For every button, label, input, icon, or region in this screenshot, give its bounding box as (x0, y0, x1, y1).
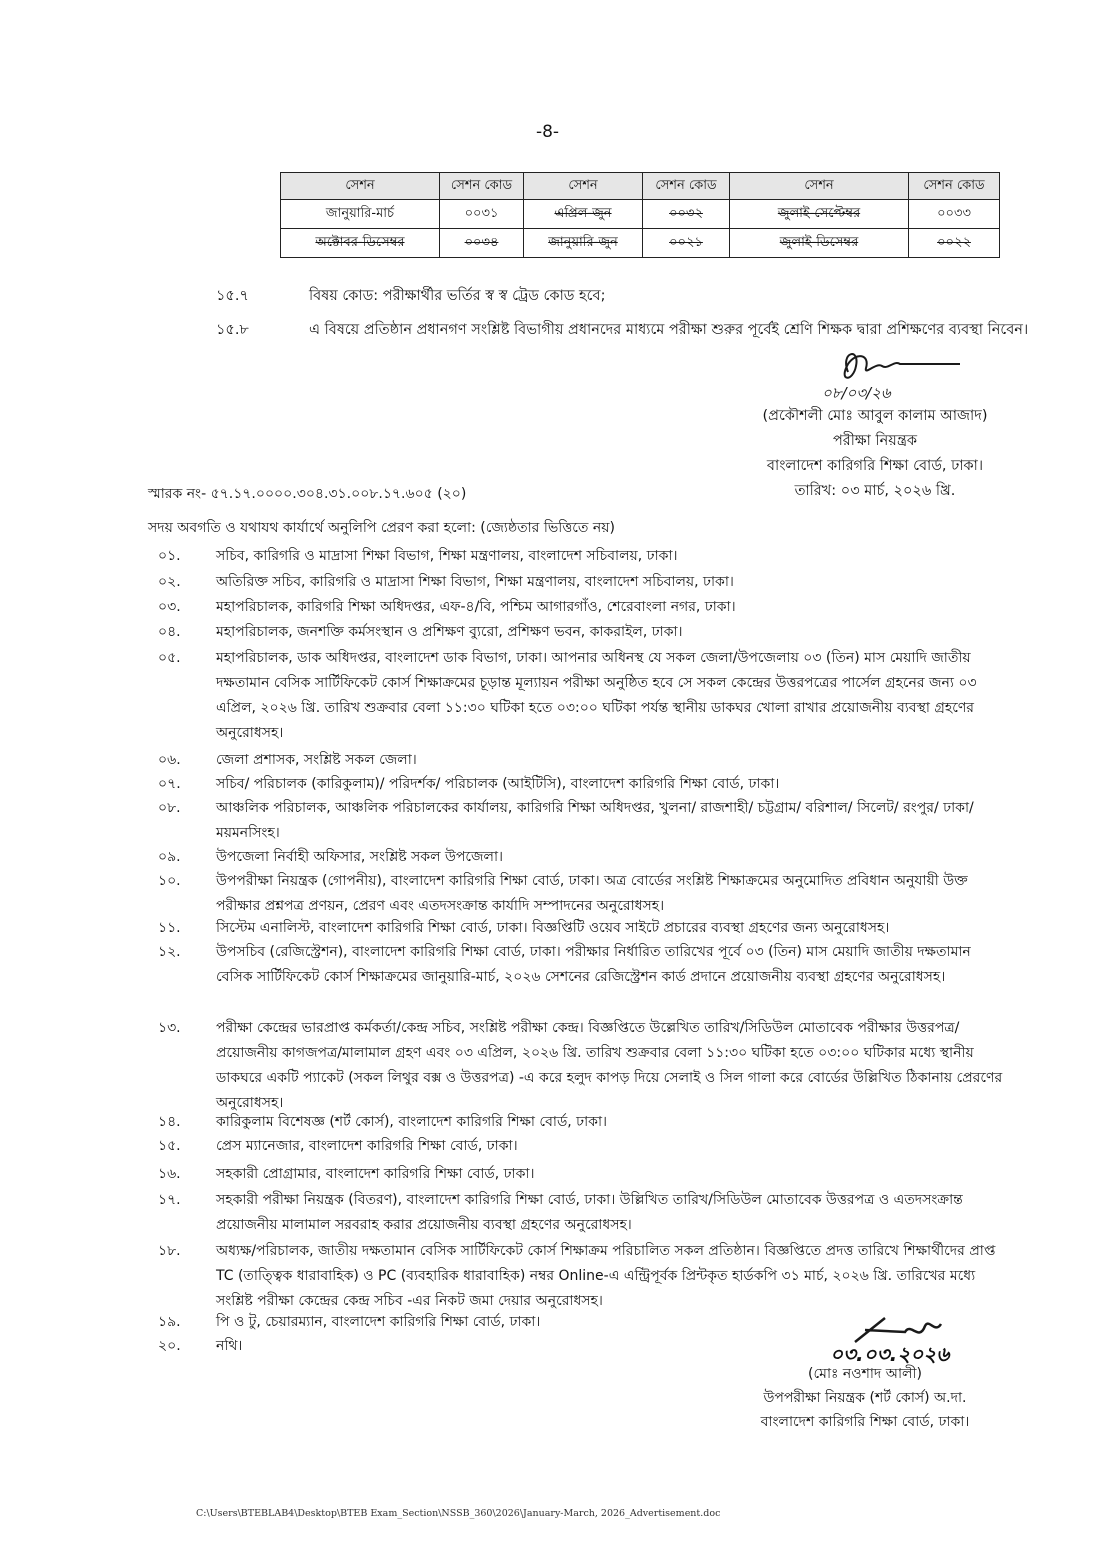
table-cell: ০০৩৪ (440, 229, 524, 258)
item-number: ০৬. (158, 752, 181, 768)
item-number: ২০. (158, 1338, 181, 1354)
table-cell: জানুয়ারি-মার্চ (281, 200, 440, 229)
table-row (281, 200, 1000, 229)
item-text: সহকারী পরীক্ষা নিয়ন্ত্রক (বিতরণ), বাংলাদেশ কারিগরি শিক্ষা বোর্ড, ঢাকা। উল্লিখিত তারিখ/সিডিউল মোতাবেক উত্তরপত্র ও এতদসংক্রান্ত প্রয়োজনীয় মালামাল সরবরাহ করার প্রয়োজনীয় ব্যবস্থা গ্রহণের অনুরোধসহ। (216, 1192, 963, 1233)
clause-number: ১৫.৮ (216, 322, 249, 338)
item-text: আঞ্চলিক পরিচালক, আঞ্চলিক পরিচালকের কার্যালয়, কারিগরি শিক্ষা অধিদপ্তর, খুলনা/ রাজশাহী/ চট্টগ্রাম/ বরিশাল/ সিলেট/ রংপুর/ ঢাকা/ ময়মনসিংহ। (216, 800, 974, 841)
signature-date: ০৮/০৩/২৬ (822, 384, 891, 402)
item-number: ০৭. (158, 776, 181, 792)
item-text: নথি। (216, 1338, 243, 1354)
signature-date: ০৩.০৩.২০২৬ (830, 1342, 950, 1366)
table-cell: ০০২২ (909, 229, 1000, 258)
signatory-designation: পরীক্ষা নিয়ন্ত্রক (832, 433, 918, 449)
item-text: অতিরিক্ত সচিব, কারিগরি ও মাদ্রাসা শিক্ষা বিভাগ, শিক্ষা মন্ত্রণালয়, বাংলাদেশ সচিবালয়, ঢাকা। (216, 574, 734, 590)
signatory-block-2 (700, 1362, 1030, 1434)
item-text: উপপরীক্ষা নিয়ন্ত্রক (গোপনীয়), বাংলাদেশ কারিগরি শিক্ষা বোর্ড, ঢাকা। অত্র বোর্ডের সংশ্লিষ্ট শিক্ষাক্রমের অনুমোদিত প্রবিধান অনুযায়ী উক্ত পরীক্ষার প্রশ্নপত্র প্রণয়ন, প্রেরণ এবং এতদসংক্রান্ত কার্যাদি সম্পাদনের অনুরোধসহ। (216, 873, 968, 914)
item-number: ১৪. (158, 1114, 181, 1130)
table-cell: ০০৩৩ (909, 200, 1000, 229)
item-number: ১৫. (158, 1138, 181, 1154)
table-cell: এপ্রিল-জুন (524, 200, 643, 229)
table-cell: ০০৩২ (643, 200, 730, 229)
table-header-cell: সেশন (730, 173, 909, 200)
table-cell: অক্টোবর-ডিসেম্বর (281, 229, 440, 258)
item-number: ০৫. (158, 650, 181, 666)
table-header-cell: সেশন (281, 173, 440, 200)
clause-text: বিষয় কোড: পরীক্ষার্থীর ভর্তির স্ব স্ব ট্রেড কোড হবে; (309, 288, 606, 304)
item-text: মহাপরিচালক, ডাক অধিদপ্তর, বাংলাদেশ ডাক বিভাগ, ঢাকা। আপনার অধিনস্থ যে সকল জেলা/উপজেলায় ০৩ (তিন) মাস মেয়াদি জাতীয় দক্ষতামান বেসিক সার্টিফিকেট কোর্স শিক্ষাক্রমের চূড়ান্ত মূল্যায়ন পরীক্ষা অনুষ্ঠিত হবে সে সকল কেন্দ্রের উত্তরপত্রের পার্সেল গ্রহনের জন্য ০৩ এপ্রিল, ২০২৬ খ্রি. তারিখ শুক্রবার বেলা ১১:৩০ ঘটিকা হতে ০৩:০০ ঘটিকা পর্যন্ত স্থানীয় ডাকঘর খোলা রাখার প্রয়োজনীয় ব্যবস্থা গ্রহণের অনুরোধসহ। (216, 650, 977, 741)
item-number: ১৭. (158, 1192, 181, 1208)
item-text: কারিকুলাম বিশেষজ্ঞ (শর্ট কোর্স), বাংলাদেশ কারিগরি শিক্ষা বোর্ড, ঢাকা। (216, 1114, 608, 1130)
item-number: ১৮. (158, 1243, 181, 1259)
table-header-cell: সেশন কোড (440, 173, 524, 200)
clause-text: এ বিষয়ে প্রতিষ্ঠান প্রধানগণ সংশ্লিষ্ট বিভাগীয় প্রধানদের মাধ্যমে পরীক্ষা শুরুর পূর্বেই শ্রেণি শিক্ষক দ্বারা প্রশিক্ষণের ব্যবস্থা নিবেন। (309, 322, 1029, 338)
clause-number: ১৫.৭ (216, 288, 249, 304)
table-header-row (281, 173, 1000, 200)
item-number: ১৬. (158, 1166, 181, 1182)
table-cell: ০০৩১ (440, 200, 524, 229)
distribution-intro: সদয় অবগতি ও যথাযথ কার্যার্থে অনুলিপি প্রেরণ করা হলো: (জ্যেষ্ঠতার ভিত্তিতে নয়) (148, 520, 615, 536)
item-number: ১১. (158, 920, 181, 936)
item-text: সিস্টেম এনালিস্ট, বাংলাদেশ কারিগরি শিক্ষা বোর্ড, ঢাকা। বিজ্ঞপ্তিটি ওয়েব সাইটে প্রচারের ব্যবস্থা গ্রহণের জন্য অনুরোধসহ। (216, 920, 890, 936)
table-cell: ০০২১ (643, 229, 730, 258)
item-text: মহাপরিচালক, জনশক্তি কর্মসংস্থান ও প্রশিক্ষণ ব্যুরো, প্রশিক্ষণ ভবন, কাকরাইল, ঢাকা। (216, 624, 683, 640)
signatory-office: বাংলাদেশ কারিগরি শিক্ষা বোর্ড, ঢাকা। (766, 458, 984, 474)
item-number: ০৯. (158, 849, 181, 865)
table-cell: জুলাই-সেপ্টেম্বর (730, 200, 909, 229)
table-row (281, 229, 1000, 258)
signatory-block-1 (725, 404, 1025, 504)
item-number: ১০. (158, 873, 181, 889)
clause-15-7 (216, 284, 1046, 309)
item-text: পি ও টু, চেয়ারম্যান, বাংলাদেশ কারিগরি শিক্ষা বোর্ড, ঢাকা। (216, 1314, 541, 1330)
item-text: উপসচিব (রেজিস্ট্রেশন), বাংলাদেশ কারিগরি শিক্ষা বোর্ড, ঢাকা। পরীক্ষার নির্ধারিত তারিখের পূর্বে ০৩ (তিন) মাস মেয়াদি জাতীয় দক্ষতামান বেসিক সার্টিফিকেট কোর্স শিক্ষাক্রমের জানুয়ারি-মার্চ, ২০২৬ সেশনের রেজিস্ট্রেশন কার্ড প্রদানে প্রয়োজনীয় ব্যবস্থা গ্রহণের অনুরোধসহ। (216, 944, 971, 985)
item-number: ১৩. (158, 1020, 181, 1036)
item-number: ১২. (158, 944, 181, 960)
item-number: ০১. (158, 548, 181, 564)
signatory-name: (প্রকৌশলী মোঃ আবুল কালাম আজাদ) (762, 408, 988, 424)
item-number: ১৯. (158, 1314, 181, 1330)
signatory-designation: উপপরীক্ষা নিয়ন্ত্রক (শর্ট কোর্স) অ.দা. (763, 1390, 967, 1406)
table-cell: জানুয়ারি-জুন (524, 229, 643, 258)
item-text: অধ্যক্ষ/পরিচালক, জাতীয় দক্ষতামান বেসিক সার্টিফিকেট কোর্স শিক্ষাক্রম পরিচালিত সকল প্রতিষ্ঠান। বিজ্ঞপ্তিতে প্রদত্ত তারিখে শিক্ষার্থীদের প্রাপ্ত TC (তাত্ত্বিক ধারাবাহিক) ও PC (ব্যবহারিক ধারাবাহিক) নম্বর Online-এ এন্ট্রিপূর্বক প্রিন্টকৃত হার্ডকপি ৩১ মার্চ, ২০২৬ খ্রি. তারিখের মধ্যে সংশ্লিষ্ট পরীক্ষা কেন্দ্রের কেন্দ্র সচিব -এর নিকট জমা দেয়ার অনুরোধসহ। (216, 1243, 996, 1309)
item-number: ০৩. (158, 599, 181, 615)
signatory-name: (মোঃ নওশাদ আলী) (808, 1366, 922, 1382)
table-cell: জুলাই-ডিসেম্বর (730, 229, 909, 258)
issue-date: তারিখ: ০৩ মার্চ, ২০২৬ খ্রি. (794, 483, 956, 499)
item-text: প্রেস ম্যানেজার, বাংলাদেশ কারিগরি শিক্ষা বোর্ড, ঢাকা। (216, 1138, 518, 1154)
item-text: সচিব, কারিগরি ও মাদ্রাসা শিক্ষা বিভাগ, শিক্ষা মন্ত্রণালয়, বাংলাদেশ সচিবালয়, ঢাকা। (216, 548, 678, 564)
item-text: উপজেলা নির্বাহী অফিসার, সংশ্লিষ্ট সকল উপজেলা। (216, 849, 504, 865)
item-number: ০৮. (158, 800, 181, 816)
table-header-cell: সেশন (524, 173, 643, 200)
item-text: সহকারী প্রোগ্রামার, বাংলাদেশ কারিগরি শিক্ষা বোর্ড, ঢাকা। (216, 1166, 535, 1182)
item-number: ০২. (158, 574, 181, 590)
item-number: ০৪. (158, 624, 181, 640)
session-code-table (280, 172, 1000, 258)
item-text: জেলা প্রশাসক, সংশ্লিষ্ট সকল জেলা। (216, 752, 417, 768)
memo-number: স্মারক নং- ৫৭.১৭.০০০০.৩০৪.৩১.০০৮.১৭.৬০৫ (২০) (148, 486, 467, 502)
page-number: -8- (535, 122, 560, 142)
item-text: মহাপরিচালক, কারিগরি শিক্ষা অধিদপ্তর, এফ-৪/বি, পশ্চিম আগারগাঁও, শেরেবাংলা নগর, ঢাকা। (216, 599, 736, 615)
item-text: সচিব/ পরিচালক (কারিকুলাম)/ পরিদর্শক/ পরিচালক (আইটিসি), বাংলাদেশ কারিগরি শিক্ষা বোর্ড, ঢাকা। (216, 776, 780, 792)
signatory-office: বাংলাদেশ কারিগরি শিক্ষা বোর্ড, ঢাকা। (760, 1414, 970, 1430)
table-header-cell: সেশন কোড (643, 173, 730, 200)
item-text: পরীক্ষা কেন্দ্রের ভারপ্রাপ্ত কর্মকর্তা/কেন্দ্র সচিব, সংশ্লিষ্ট পরীক্ষা কেন্দ্র। বিজ্ঞপ্তিতে উল্লেখিত তারিখ/সিডিউল মোতাবেক পরীক্ষার উত্তরপত্র/প্রয়োজনীয় কাগজপত্র/মালামাল গ্রহণ এবং ০৩ এপ্রিল, ২০২৬ খ্রি. তারিখ শুক্রবার বেলা ১১:৩০ ঘটিকা হতে ০৩:০০ ঘটিকার মধ্যে স্থানীয় ডাকঘরে একটি প্যাকেট (সকল লিথুর বক্স ও উত্তরপত্র) -এ করে হলুদ কাপড় দিয়ে সেলাই ও সিল গালা করে বোর্ডের উল্লিখিত ঠিকানায় প্রেরণের অনুরোধসহ। (216, 1020, 1003, 1111)
table-header-cell: সেশন কোড (909, 173, 1000, 200)
footer-file-path: C:\Users\BTEBLAB4\Desktop\BTEB Exam_Section\NSSB_360\2026\January-March, 2026_Advertisement.doc (196, 1508, 721, 1519)
